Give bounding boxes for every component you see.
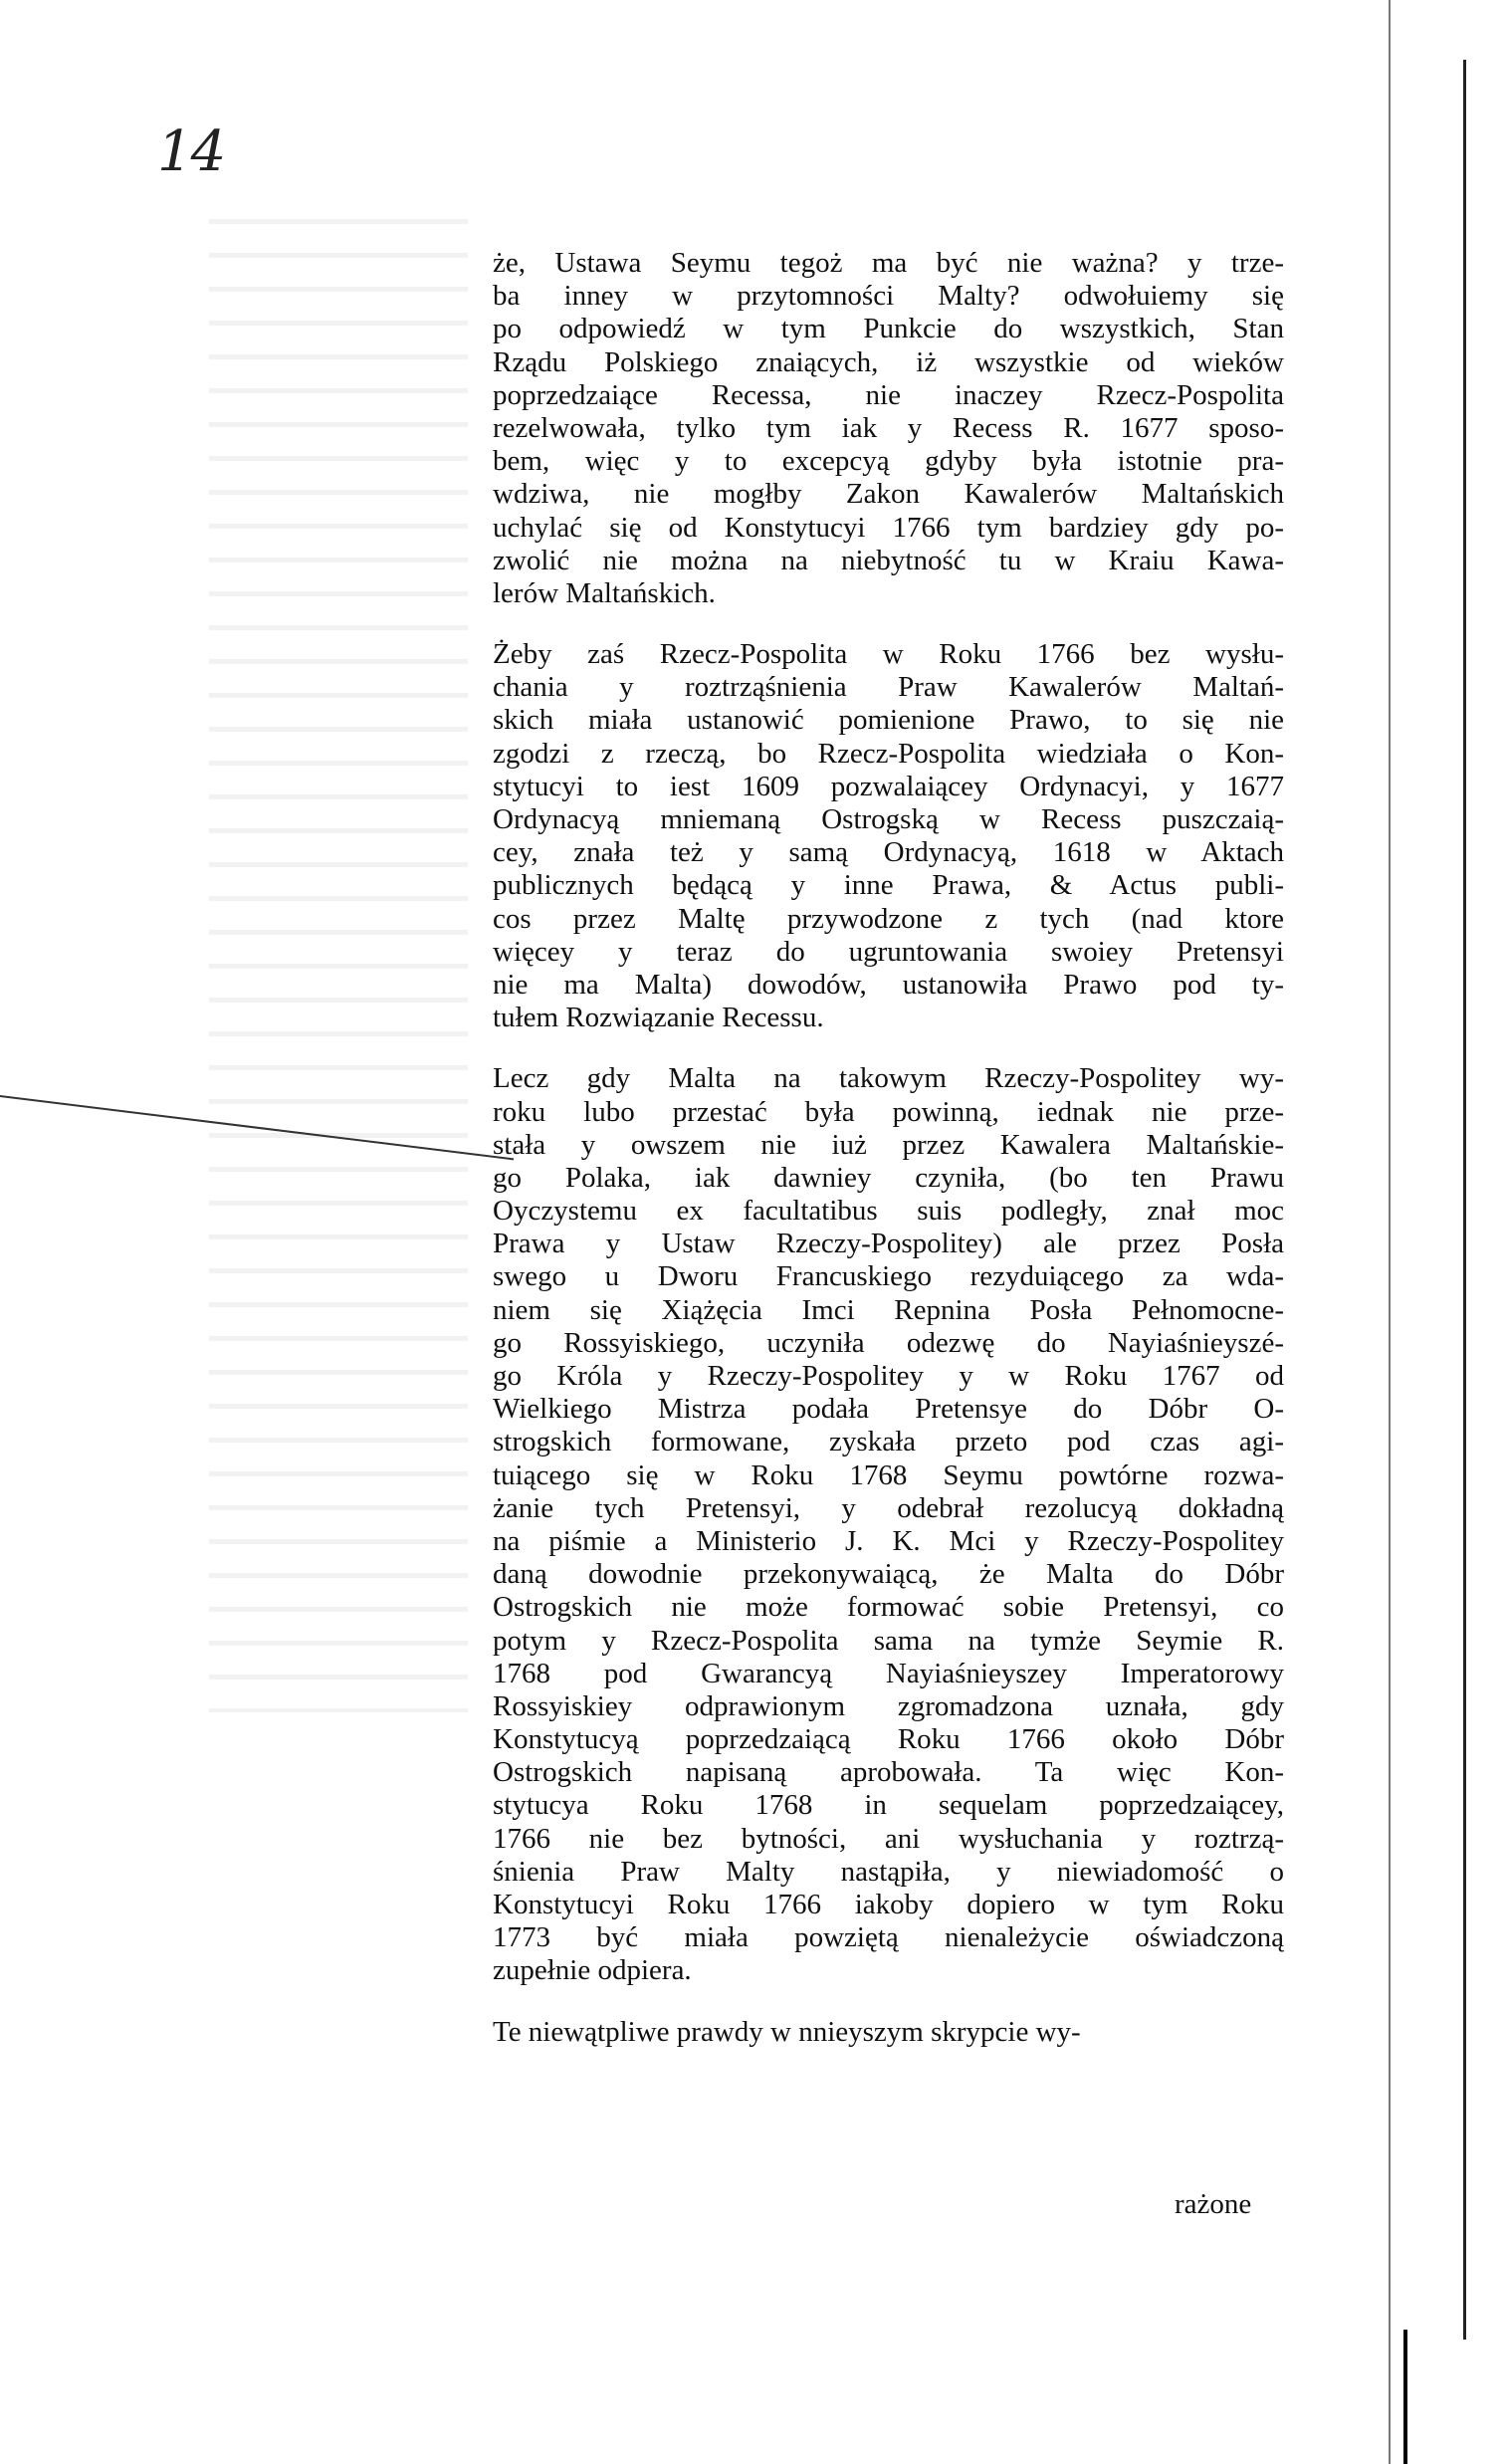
paragraph-gap (493, 1034, 1284, 1062)
text-line: roku lubo przestać była powinną, iednak nie prze- (493, 1095, 1284, 1128)
bleed-through-text (209, 219, 468, 1712)
paragraph-gap (493, 1988, 1284, 2016)
text-line: Żeby zaś Rzecz-Pospolita w Roku 1766 bez wysłu- (493, 638, 1284, 671)
text-line: Te niewątpliwe prawdy w nnieyszym skrypcie wy- (493, 2015, 1081, 2048)
text-line: cos przez Maltę przywodzone z tych (nad ktore (493, 902, 1284, 935)
text-line: swego u Dworu Francuskiego rezyduiącego za wda- (493, 1260, 1284, 1293)
text-line: Prawa y Ustaw Rzeczy-Pospolitey) ale przez Posła (493, 1228, 1284, 1260)
text-line: Lecz gdy Malta na takowym Rzeczy-Pospolitey wy- (493, 1062, 1284, 1095)
page-edge (1389, 0, 1391, 2464)
text-line: że, Ustawa Seymu tegoż ma być nie ważna? y trze- (493, 247, 1284, 279)
body-text (493, 247, 1284, 2049)
text-line: poprzedzaiące Recessa, nie inaczey Rzecz-Pospolita (493, 378, 1284, 411)
text-line: Oyczystemu ex facultatibus suis podległy, znał moc (493, 1195, 1284, 1228)
text-line: Ostrogskich napisaną aprobowała. Ta więc Kon- (493, 1756, 1284, 1789)
catchword: rażone (1175, 2188, 1252, 2220)
page-number: 14 (157, 119, 225, 184)
text-line: 1768 pod Gwarancyą Nayiaśnieyszey Imperatorowy (493, 1657, 1284, 1689)
text-line: stytucyi to iest 1609 pozwalaiącey Ordynacyi, y 1677 (493, 770, 1284, 802)
text-line: Ordynacyą mniemaną Ostrogską w Recess puszczaią- (493, 803, 1284, 835)
text-line: daną dowodnie przekonywaiącą, że Malta do Dóbr (493, 1558, 1284, 1591)
paragraph-gap (493, 610, 1284, 638)
text-line: niem się Xiążęcia Imci Repnina Posła Pełnomocne- (493, 1293, 1284, 1326)
text-line: stytucya Roku 1768 in sequelam poprzedzaiącey, (493, 1789, 1284, 1822)
text-line: go Rossyiskiego, uczyniła odezwę do Nayiaśnieyszé- (493, 1326, 1284, 1359)
text-line: go Króla y Rzeczy-Pospolitey y w Roku 1767 od (493, 1360, 1284, 1392)
text-line: potym y Rzecz-Pospolita sama na tymże Seymie R. (493, 1624, 1284, 1657)
text-line: wdziwa, nie mogłby Zakon Kawalerów Maltańskich (493, 478, 1284, 511)
text-line: cey, znała też y samą Ordynacyą, 1618 w Aktach (493, 836, 1284, 869)
text-line: Rossyiskiey odprawionym zgromadzona uznała, gdy (493, 1689, 1284, 1722)
page-edge (1463, 60, 1466, 2340)
text-line: 1773 być miała powziętą nienależycie oświadczoną (493, 1921, 1284, 1954)
page-edge (1403, 2330, 1407, 2464)
text-line: więcey y teraz do ugruntowania swoiey Pretensyi (493, 935, 1284, 968)
text-line: Ostrogskich nie może formować sobie Pretensyi, co (493, 1591, 1284, 1624)
paragraph (493, 2016, 1284, 2049)
text-line: go Polaka, iak dawniey czyniła, (bo ten Prawu (493, 1161, 1284, 1194)
text-line: lerów Maltańskich. (493, 576, 716, 609)
text-line: strogskich formowane, zyskała przeto pod czas agi- (493, 1426, 1284, 1458)
text-line: tuiącego się w Roku 1768 Seymu powtórne rozwa- (493, 1458, 1284, 1491)
text-line: zwolić nie można na niebytność tu w Kraiu Kawa- (493, 544, 1284, 576)
text-line: Wielkiego Mistrza podała Pretensye do Dóbr O- (493, 1393, 1284, 1426)
text-line: żanie tych Pretensyi, y odebrał rezolucyą dokładną (493, 1491, 1284, 1524)
text-line: nie ma Malta) dowodów, ustanowiła Prawo pod ty- (493, 968, 1284, 1001)
text-line: śnienia Praw Malty nastąpiła, y niewiadomość o (493, 1855, 1284, 1888)
text-line: uchylać się od Konstytucyi 1766 tym bardziey gdy po- (493, 511, 1284, 544)
text-line: 1766 nie bez bytności, ani wysłuchania y roztrzą- (493, 1822, 1284, 1855)
text-line: po odpowiedź w tym Punkcie do wszystkich, Stan (493, 313, 1284, 345)
paragraph (493, 247, 1284, 610)
text-line: Konstytucyą poprzedzaiącą Roku 1766 około Dóbr (493, 1723, 1284, 1756)
text-line: rezelwowała, tylko tym iak y Recess R. 1677 sposo- (493, 411, 1284, 444)
text-line: Rządu Polskiego znaiących, iż wszystkie od wieków (493, 345, 1284, 378)
text-line: zgodzi z rzeczą, bo Rzecz-Pospolita wiedziała o Kon- (493, 737, 1284, 770)
text-line: skich miała ustanowić pomienione Prawo, to się nie (493, 704, 1284, 737)
text-line: na piśmie a Ministerio J. K. Mci y Rzeczy-Pospolitey (493, 1524, 1284, 1557)
paragraph (493, 1062, 1284, 1987)
text-line: bem, więc y to excepcyą gdyby była istotnie pra- (493, 445, 1284, 478)
text-line: ba inney w przytomności Malty? odwołuiemy się (493, 280, 1284, 313)
text-line: chania y roztrząśnienia Praw Kawalerów Maltań- (493, 671, 1284, 704)
text-line: zupełnie odpiera. (493, 1954, 692, 1987)
text-line: publicznych będącą y inne Prawa, & Actus publi- (493, 869, 1284, 902)
text-line: tułem Rozwiązanie Recessu. (493, 1002, 824, 1034)
text-line: Konstytucyi Roku 1766 iakoby dopiero w tym Roku (493, 1889, 1284, 1920)
text-line: stała y owszem nie iuż przez Kawalera Maltańskie- (493, 1128, 1284, 1161)
paragraph (493, 638, 1284, 1034)
